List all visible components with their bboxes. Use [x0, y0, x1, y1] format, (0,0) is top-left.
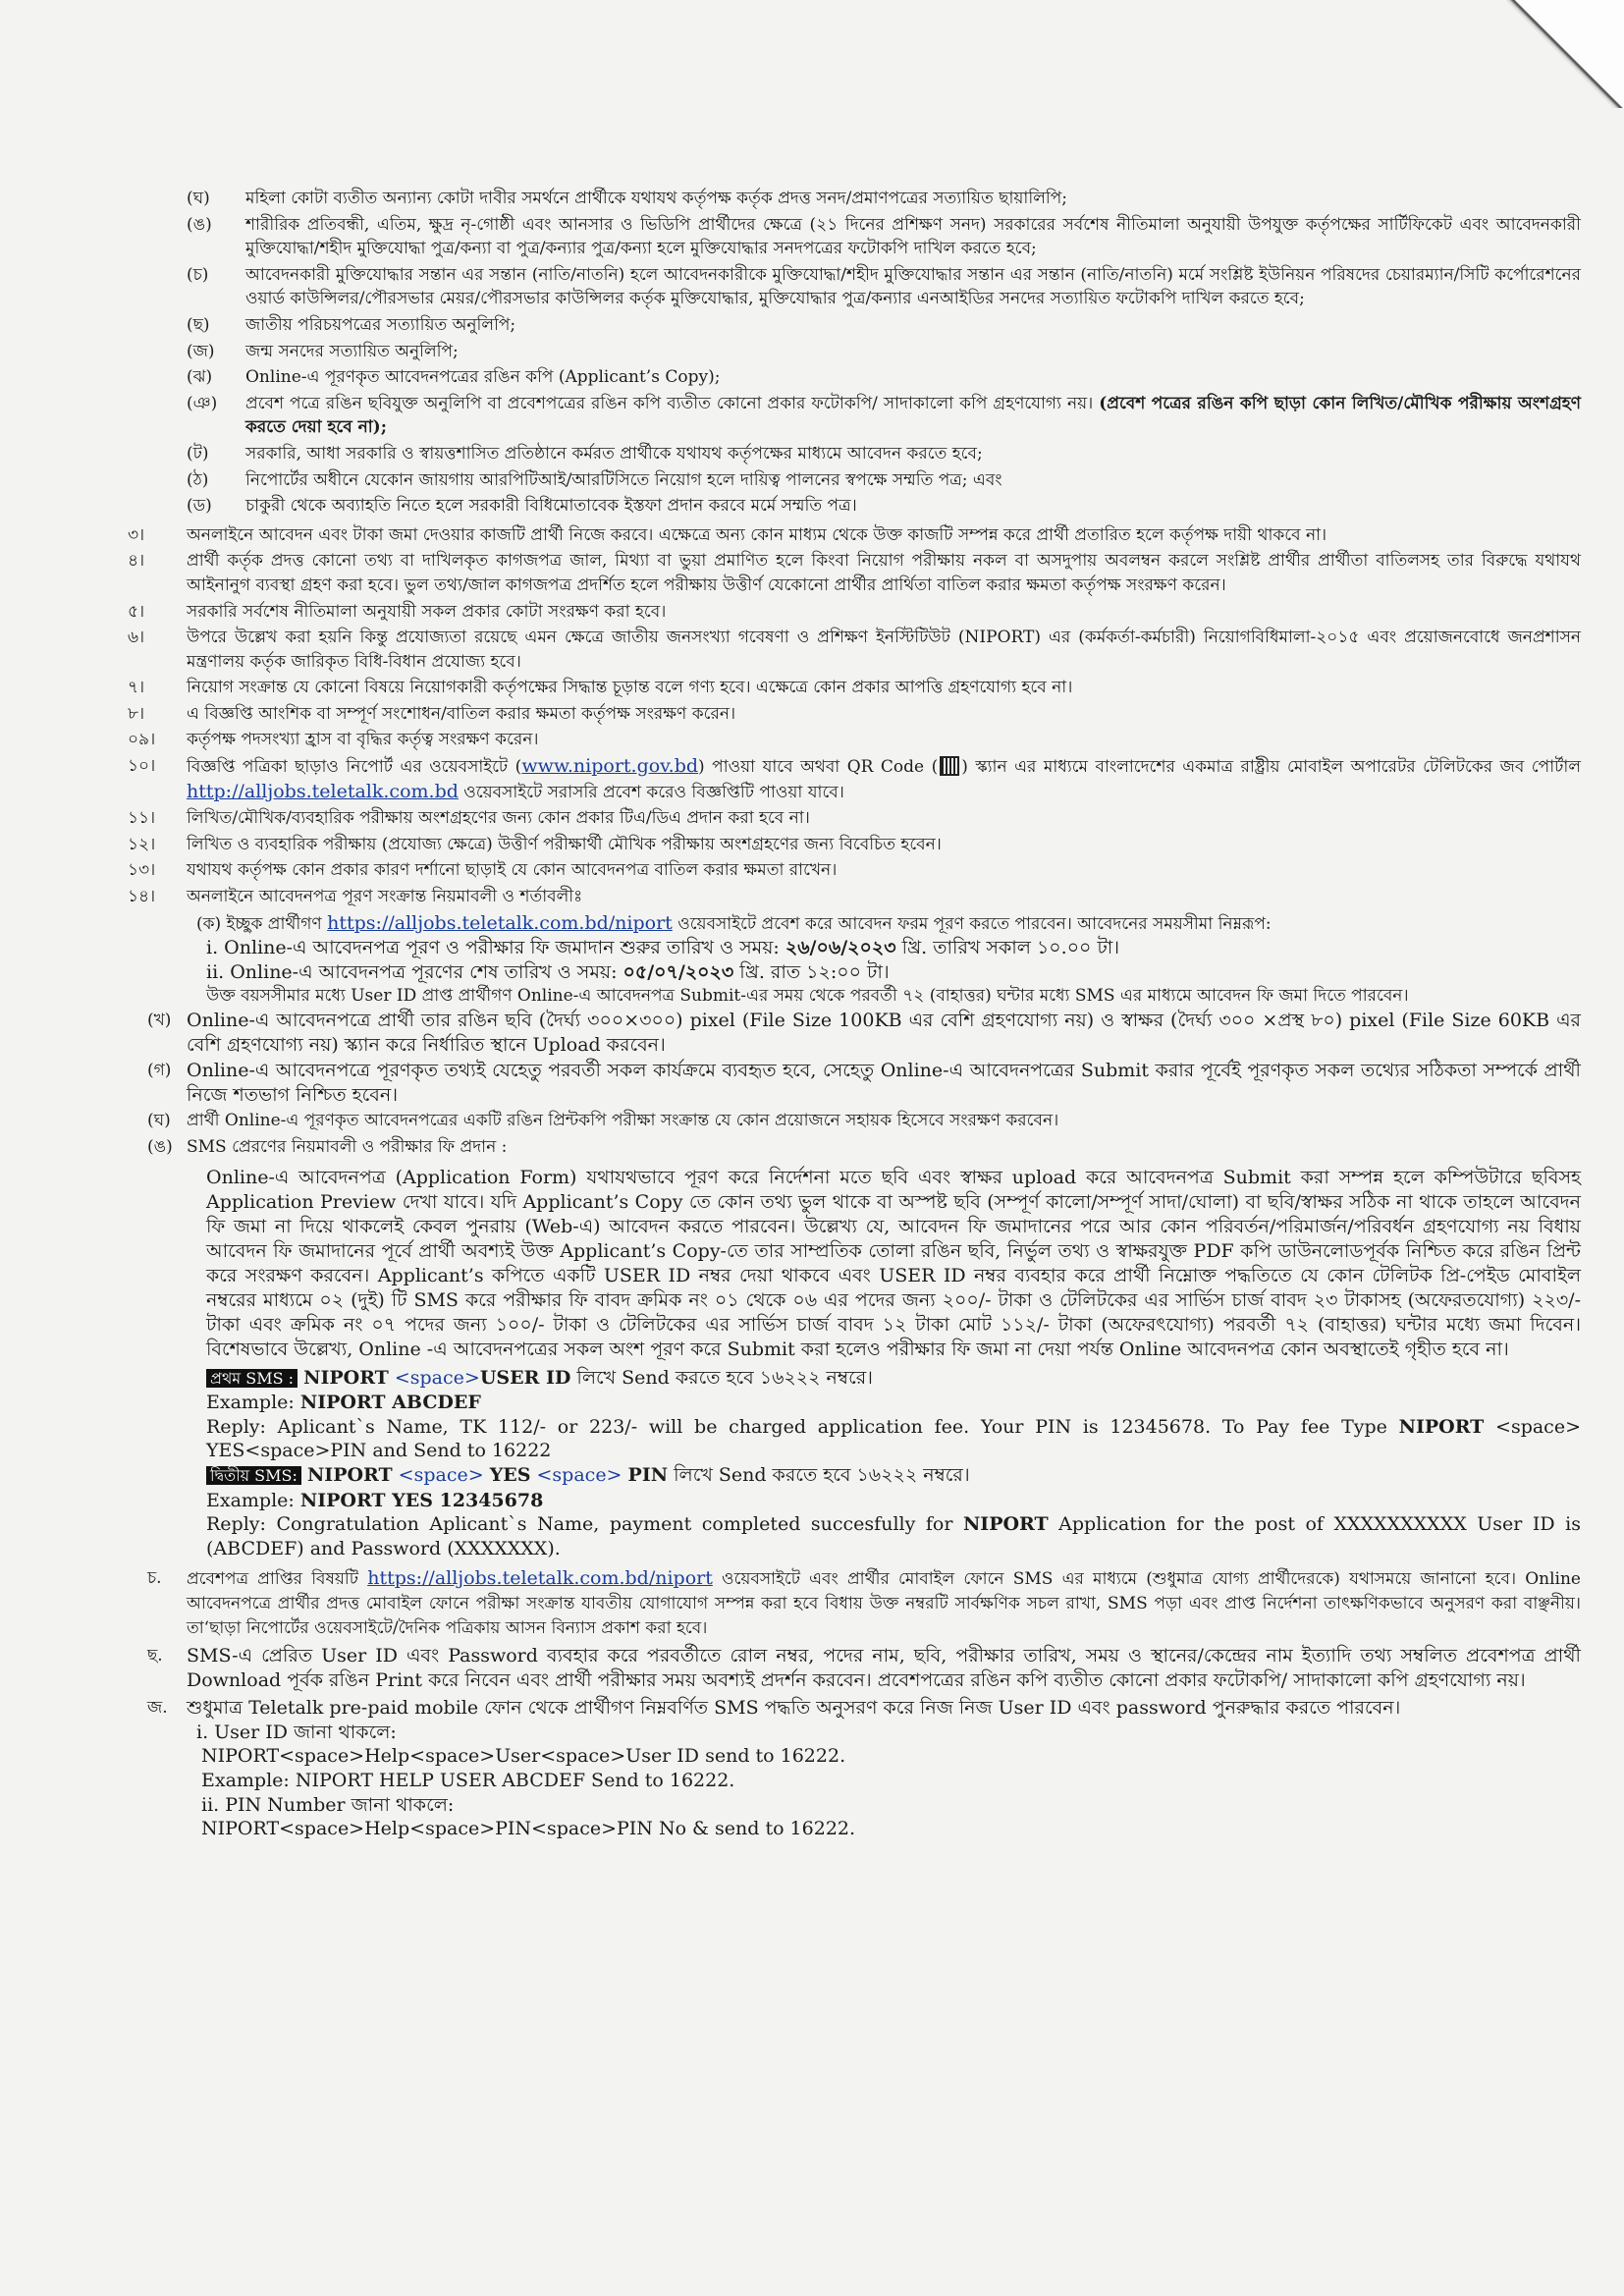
- online-application-details: (ক) ইচ্ছুক প্রার্থীগণ https://alljobs.teletalk.com.bd/niport ওয়েবসাইটে প্রবেশ করে আবেদন ফরম পূরণ করতে পারবেন। আবেদনের সময়সীমা নিম্নরূপ: i. Online-এ আবেদনপত্র পূরণ ও পরীক্ষার ফি জমাদান শুরুর তারিখ ও সময়: ২৬/০৬/২০২৩ খ্রি. তারিখ সকাল ১০.০০ টা। ii. Online-এ আবেদনপত্র পূরণের শেষ তারিখ ও সময়: ০৫/০৭/২০২৩ খ্রি. রাত ১২:০০ টা। উক্ত বয়সসীমার মধ্যে User ID প্রাপ্ত প্রার্থীগণ Online-এ আবেদনপত্র Submit-এর সময় থেকে পরবর্তী ৭২ (বাহাত্তর) ঘন্টার মধ্যে SMS এর মাধ্যমে আবেদন ফি জমা দিতে পারবেন।: [196, 911, 1409, 1007]
- final-items-list: [147, 1566, 1581, 1841]
- teletalk-niport-link[interactable]: https://alljobs.teletalk.com.bd/niport: [327, 911, 673, 934]
- first-sms-line: প্রথম SMS : NIPORT <space>USER ID লিখে Send করতে হবে ১৬২২২ নম্বরে।: [206, 1366, 1581, 1392]
- list-item: (ছ) জাতীয় পরিচয়পত্রের সত্যায়িত অনুলিপি;: [187, 314, 516, 335]
- list-item: ৬। উপরে উল্লেখ করা হয়নি কিন্তু প্রযোজ্যতা রয়েছে এমন ক্ষেত্রে জাতীয় জনসংখ্যা গবেষণা ও প্রশিক্ষণ ইনস্টিটিউট (NIPORT) এর (কর্মকর্তা-কর্মচারী) নিয়োগবিধিমালা-২০১৫ এবং প্রয়োজনবোধে জনপ্রশাসন মন্ত্রণালয় কর্তৃক জারিকৃত বিধি-বিধান প্রযোজ্য হবে।: [128, 628, 1581, 672]
- second-sms-line: দ্বিতীয় SMS: NIPORT <space> YES <space> PIN লিখে Send করতে হবে ১৬২২২ নম্বরে।: [206, 1463, 1581, 1489]
- list-item: ৫। সরকারি সর্বশেষ নীতিমালা অনুযায়ী সকল প্রকার কোটা সংরক্ষণ করা হবে।: [128, 601, 667, 622]
- list-item: ০৯। কর্তৃপক্ষ পদসংখ্যা হ্রাস বা বৃদ্ধির কর্তৃত্ব সংরক্ষণ করেন।: [128, 730, 539, 750]
- list-item: ৪। প্রার্থী কর্তৃক প্রদত্ত কোনো তথ্য বা দাখিলকৃত কাগজপত্র জাল, মিথ্যা বা ভুয়া প্রমাণিত হলে কিংবা নিয়োগ পরীক্ষায় নকল বা অসদুপায় অবলম্বন করলে সংশ্লিষ্ট প্রার্থীর প্রার্থীতা বাতিলসহ তার বিরুদ্ধে যথাযথ আইনানুগ ব্যবস্থা গ্রহণ করা হবে। ভুল তথ্য/জাল কাগজপত্র প্রদর্শিত হলে পরীক্ষায় উত্তীর্ণ যেকোনো প্রার্থীর প্রার্থিতা বাতিল করার ক্ষমতা কর্তৃপক্ষ সংরক্ষণ করেন।: [128, 551, 1581, 595]
- list-item: (ঝ) Online-এ পূরণকৃত আবেদনপত্রের রঙিন কপি (Applicant’s Copy);: [187, 367, 721, 388]
- list-item: (গ) Online-এ আবেদনপত্রে পূরণকৃত তথ্যই যেহেতু পরবর্তী সকল কার্যক্রমে ব্যবহৃত হবে, সেহেতু Online-এ আবেদনপত্রের Submit করার পূর্বেই পূরণকৃত সকল তথ্যের সঠিকতা সম্পর্কে প্রার্থী নিজে শতভাগ নিশ্চিত হবেন।: [147, 1060, 1581, 1106]
- list-item: (ঘ) মহিলা কোটা ব্যতীত অন্যান্য কোটা দাবীর সমর্থনে প্রার্থীকে যথাযথ কর্তৃপক্ষ কর্তৃক প্রদত্ত সনদ/প্রমাণপত্রের সত্যায়িত ছায়ালিপি;: [187, 189, 1068, 208]
- list-item-website: ১০। বিজ্ঞপ্তি পত্রিকা ছাড়াও নিপোর্ট এর ওয়েবসাইটে (www.niport.gov.bd) পাওয়া যাবে অথবা QR Code ( ) স্ক্যান এর মাধ্যমে বাংলাদেশের একমাত্র রাষ্ট্রীয় মোবাইল অপারেটর টেলিটকের জব পোর্টাল http://alljobs.teletalk.com.bd ওয়েবসাইটে সরাসরি প্রবেশ করেও বিজ্ঞপ্তিটি পাওয়া যাবে।: [128, 755, 1581, 802]
- online-rules-sublist: [147, 1009, 1581, 1160]
- required-documents-list: [187, 187, 1581, 519]
- list-item-recovery: জ. শুধুমাত্র Teletalk pre-paid mobile ফোন থেকে প্রার্থীগণ নিম্নবর্ণিত SMS পদ্ধতি অনুসরণ করে নিজ নিজ User ID এবং password পুনরুদ্ধার করতে পারবেন। i. User ID জানা থাকলে: NIPORT<space>Help<space>User<space>User ID send to 16222. Example: NIPORT HELP USER ABCDEF Send to 16222. ii. PIN Number জানা থাকলে: NIPORT<space>Help<space>PIN<space>PIN No & send to 16222.: [147, 1697, 1401, 1840]
- qr-code-icon: [940, 756, 959, 776]
- list-item: ১২। লিখিত ও ব্যবহারিক পরীক্ষায় (প্রযোজ্য ক্ষেত্রে) উত্তীর্ণ পরীক্ষার্থী মৌখিক পরীক্ষায় অংশগ্রহণের জন্য বিবেচিত হবেন।: [128, 834, 942, 854]
- admit-card-link[interactable]: https://alljobs.teletalk.com.bd/niport: [367, 1567, 713, 1590]
- list-item: ৮। এ বিজ্ঞপ্তি আংশিক বা সম্পূর্ণ সংশোধন/বাতিল করার ক্ষমতা কর্তৃপক্ষ সংরক্ষণ করেন।: [128, 703, 736, 724]
- list-item: (ঙ) শারীরিক প্রতিবন্ধী, এতিম, ক্ষুদ্র নৃ-গোষ্ঠী এবং আনসার ও ভিডিপি প্রার্থীদের ক্ষেত্রে (২১ দিনের প্রশিক্ষণ সনদ) সরকারের সর্বশেষ নীতিমালা অনুযায়ী উপযুক্ত কর্তৃপক্ষের সার্টিফিকেট এবং আবেদনকারী মুক্তিযোদ্ধা/শহীদ মুক্তিযোদ্ধা পুত্র/কন্যা বা পুত্র/কন্যার পুত্র/কন্যা হলে মুক্তিযোদ্ধার সনদপত্রের ফটোকপি দাখিল করতে হবে;: [187, 214, 1581, 259]
- page-fold-corner: [1506, 0, 1624, 108]
- list-item: ১১। লিখিত/মৌখিক/ব্যবহারিক পরীক্ষায় অংশগ্রহণের জন্য কোন প্রকার টিএ/ডিএ প্রদান করা হবে না।: [128, 808, 810, 829]
- list-item: (ঠ) নিপোর্টের অধীনে যেকোন জায়গায় আরপিটিআই/আরটিসিতে নিয়োগ হলে দায়িত্ব পালনের স্বপক্ষে সম্মতি পত্র; এবং: [187, 469, 1002, 490]
- list-item: ১৩। যথাযথ কর্তৃপক্ষ কোন প্রকার কারণ দর্শানো ছাড়াই যে কোন আবেদনপত্র বাতিল করার ক্ষমতা রাখেন।: [128, 860, 838, 881]
- document-body: [128, 187, 1582, 1841]
- list-item: (জ) জন্ম সনদের সত্যায়িত অনুলিপি;: [187, 341, 459, 361]
- list-item: ৩। অনলাইনে আবেদন এবং টাকা জমা দেওয়ার কাজটি প্রার্থী নিজে করবে। এক্ষেত্রে অন্য কোন মাধ্যম থেকে উক্ত কাজটি সম্পন্ন করে প্রার্থী প্রতারিত হলে কর্তৃপক্ষ দায়ী থাকবে না।: [128, 524, 1327, 545]
- sms-instructions: Online-এ আবেদনপত্র (Application Form) যথাযথভাবে পূরণ করে নির্দেশনা মতে ছবি এবং স্বাক্ষর upload করে আবেদনপত্র Submit করা সম্পন্ন হলে কম্পিউটারে ছবিসহ Application Preview দেখা যাবে। যদি Applicant’s Copy তে কোন তথ্য ভুল থাকে বা অস্পষ্ট ছবি (সম্পূর্ণ কালো/সম্পূর্ণ সাদা/ঘোলা) বা ছবি/স্বাক্ষর সঠিক না থাকে তাহলে আবেদন ফি জমা না দিয়ে থাকলেই কেবল পুনরায় (Web-এ) আবেদন করতে পারবেন। উল্লেখ্য যে, আবেদন ফি জমাদানের পরে আর কোন পরিবর্তন/পরিমার্জন/পরিবর্ধন গ্রহণযোগ্য নয় বিধায় আবেদন ফি জমাদানের পূর্বে প্রার্থী অবশ্যই উক্ত Applicant’s Copy-তে তার সাম্প্রতিক তোলা রঙিন ছবি, নির্ভুল তথ্য ও স্বাক্ষরযুক্ত PDF কপি ডাউনলোডপূর্বক নিশ্চিত করে রঙিন প্রিন্ট করে সংরক্ষণ করবেন। Applicant’s কপিতে একটি USER ID নম্বর দেয়া থাকবে এবং USER ID নম্বর ব্যবহার করে প্রার্থী নিম্নোক্ত পদ্ধতিতে যে কোন টেলিটক প্রি-পেইড মোবাইল নম্বরের মাধ্যমে ০২ (দুই) টি SMS করে পরীক্ষার ফি বাবদ ক্রমিক নং ০১ থেকে ০৬ এর পদের জন্য ২০০/- টাকা ও টেলিটকের এর সার্ভিস চার্জ বাবদ ২৩ টাকাসহ (অফেরতযোগ্য) ২২৩/- টাকা এবং ক্রমিক নং ০৭ পদের জন্য ১০০/- টাকা ও টেলিটকের এর সার্ভিস চার্জ বাবদ ১২ টাকা মোট ১১২/- টাকা (অফেরৎযোগ্য) পরবর্তী ৭২ (বাহাত্তর) ঘন্টার মধ্যে জমা দিবেন। বিশেষভাবে উল্লেখ্য, Online -এ আবেদনপত্রের সকল অংশ পূরণ করে Submit করা হলেও পরীক্ষার ফি জমা না দেয়া পর্যন্ত Online আবেদনপত্র কোন অবস্থাতেই গৃহীত হবে না। প্রথম SMS : NIPORT <space>USER ID লিখে Send করতে হবে ১৬২২২ নম্বরে। Example: NIPORT ABCDEF Reply: Aplicant`s Name, TK 112/- or 223/- will be charged application fee. Your PIN is 12345678. To Pay fee Type NIPORT <space> YES<space>PIN and Send to 16222 দ্বিতীয় SMS: NIPORT <space> YES <space> PIN লিখে Send করতে হবে ১৬২২২ নম্বরে। Example: NIPORT YES 12345678 Reply: Congratulation Aplicant`s Name, payment completed succesfully for NIPORT Application for the post of XXXXXXXXXX User ID is (ABCDEF) and Password (XXXXXXX).: [206, 1166, 1581, 1559]
- list-item-admit-card: চ. প্রবেশপত্র প্রাপ্তির বিষয়টি https://alljobs.teletalk.com.bd/niport ওয়েবসাইটে এবং প্রার্থীর মোবাইল ফোনে SMS এর মাধ্যমে (শুধুমাত্র যোগ্য প্রার্থীদেরকে) যথাসময়ে জানানো হবে। Online আবেদনপত্রে প্রার্থীর প্রদত্ত মোবাইল ফোনে পরীক্ষা সংক্রান্ত যাবতীয় যোগাযোগ সম্পন্ন করা হবে বিধায় উক্ত নম্বরটি সার্বক্ষণিক সচল রাখা, SMS পড়া এবং প্রাপ্ত নির্দেশনা তাৎক্ষণিকভাবে অনুসরণ করা বাঞ্ছনীয়। তা‘ছাড়া নিপোর্টের ওয়েবসাইটে/দৈনিক পত্রিকায় আসন বিন্যাস প্রকাশ করা হবে।: [147, 1567, 1581, 1638]
- list-item: (খ) Online-এ আবেদনপত্রে প্রার্থী তার রঙিন ছবি (দৈর্ঘ্য ৩০০×৩০০) pixel (File Size 100KB এর বেশি গ্রহণযোগ্য নয়) ও স্বাক্ষর (দৈর্ঘ্য ৩০০ ×প্রস্থ ৮০) pixel (File Size 60KB এর বেশি গ্রহণযোগ্য নয়) স্ক্যান করে নির্ধারিত স্থানে Upload করবেন।: [147, 1010, 1581, 1056]
- list-item: ছ. SMS-এ প্রেরিত User ID এবং Password ব্যবহার করে পরবর্তীতে রোল নম্বর, পদের নাম, ছবি, পরীক্ষার তারিখ, সময় ও স্থানের/কেন্দ্রের নাম ইত্যাদি তথ্য সম্বলিত প্রবেশপত্র প্রার্থী Download পূর্বক রঙিন Print করে নিবেন এবং প্রার্থী পরীক্ষার সময় অবশ্যই প্রদর্শন করবেন। প্রবেশপত্রের রঙিন কপি ব্যতীত কোনো প্রকার ফটোকপি/ সাদাকালো কপি গ্রহণযোগ্য নয়।: [147, 1645, 1581, 1691]
- list-item: (ট) সরকারি, আধা সরকারি ও স্বায়ত্তশাসিত প্রতিষ্ঠানে কর্মরত প্রার্থীকে যথাযথ কর্তৃপক্ষের মাধ্যমে আবেদন করতে হবে;: [187, 443, 983, 464]
- list-item: (ড) চাকুরী থেকে অব্যাহতি নিতে হলে সরকারী বিধিমোতাবেক ইস্তফা প্রদান করবে মর্মে সম্মতি পত্র।: [187, 496, 857, 517]
- list-item-online-rules: ১৪। অনলাইনে আবেদনপত্র পূরণ সংক্রান্ত নিয়মাবলী ও শর্তাবলীঃ: [128, 887, 583, 907]
- general-conditions-list: [128, 523, 1581, 909]
- list-item: (ঞ) প্রবেশ পত্রে রঙিন ছবিযুক্ত অনুলিপি বা প্রবেশপত্রের রঙিন কপি ব্যতীত কোনো প্রকার ফটোকপি/ সাদাকালো কপি গ্রহণযোগ্য নয়। (প্রবেশ পত্রের রঙিন কপি ছাড়া কোন লিখিত/মৌখিক পরীক্ষায় অংশগ্রহণ করতে দেয়া হবে না);: [187, 393, 1582, 438]
- list-item: (চ) আবেদনকারী মুক্তিযোদ্ধার সন্তান এর সন্তান (নাতি/নাতনি) হলে আবেদনকারীকে মুক্তিযোদ্ধা/শহীদ মুক্তিযোদ্ধার সন্তান এর সন্তান (নাতি/নাতনি) মর্মে সংশ্লিষ্ট ইউনিয়ন পরিষদের চেয়ারম্যান/সিটি কর্পোরেশনের ওয়ার্ড কাউন্সিলর/পৌরসভার মেয়র/পৌরসভার কাউন্সিলর কর্তৃক মুক্তিযোদ্ধার, মুক্তিযোদ্ধার পুত্র/কন্যার এনআইডির সনদের সত্যায়িত ফটোকপি দাখিল করতে হবে;: [187, 264, 1581, 309]
- list-item: (ঙ) SMS প্রেরণের নিয়মাবলী ও পরীক্ষার ফি প্রদান :: [147, 1136, 508, 1157]
- list-item: (ঘ) প্রার্থী Online-এ পূরণকৃত আবেদনপত্রের একটি রঙিন প্রিন্টকপি পরীক্ষা সংক্রান্ত যে কোন প্রয়োজনে সহায়ক হিসেবে সংরক্ষণ করবেন।: [147, 1111, 1059, 1131]
- niport-website-link[interactable]: www.niport.gov.bd: [521, 755, 699, 778]
- teletalk-jobs-link[interactable]: http://alljobs.teletalk.com.bd: [187, 780, 459, 802]
- list-item: ৭। নিয়োগ সংক্রান্ত যে কোনো বিষয়ে নিয়োগকারী কর্তৃপক্ষের সিদ্ধান্ত চূড়ান্ত বলে গণ্য হবে। এক্ষেত্রে কোন প্রকার আপত্তি গ্রহণযোগ্য হবে না।: [128, 678, 1073, 698]
